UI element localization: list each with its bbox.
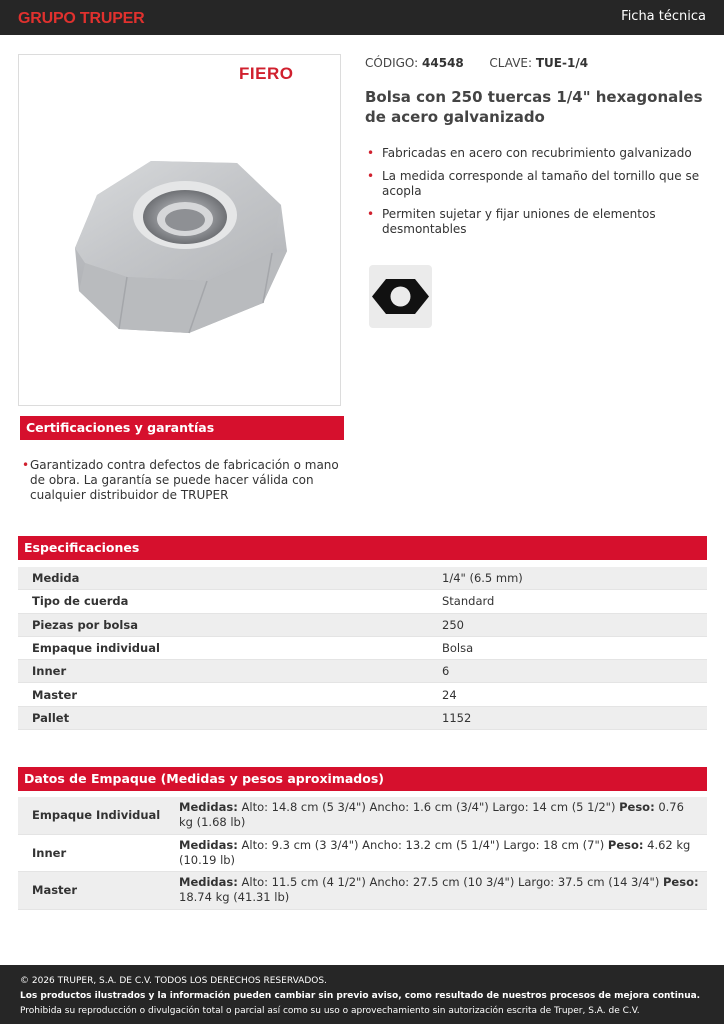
clave-value: TUE-1/4 [535, 56, 589, 70]
product-codes [365, 56, 588, 70]
certifications-header: Certificaciones y garantías [20, 416, 344, 440]
table-row: Empaque Individual Medidas: Alto: 14.8 cm (5 3/4") Ancho: 1.6 cm (3/4") Largo: 14 cm (5 1/2") Peso: 0.76 kg (1.68 lb) [18, 797, 707, 835]
table-row: Tipo de cuerda Standard [18, 590, 707, 613]
table-row: Inner Medidas: Alto: 9.3 cm (3 3/4") Ancho: 13.2 cm (5 1/4") Largo: 18 cm (7") Peso: 4.62 kg (10.19 lb) [18, 835, 707, 873]
product-image [18, 54, 341, 406]
table-row: Medida 1/4" (6.5 mm) [18, 567, 707, 590]
footer [0, 965, 724, 1024]
hex-nut-icon [369, 265, 432, 328]
feature-item: • Fabricadas en acero con recubrimiento galvanizado [365, 146, 705, 161]
certifications-text: • Garantizado contra defectos de fabricación o mano de obra. La garantía se puede hacer válida con cualquier distribuidor de TRUPER [22, 458, 339, 502]
feature-item: • Permiten sujetar y fijar uniones de elementos desmontables [365, 207, 705, 237]
feature-item: • La medida corresponde al tamaño del tornillo que se acopla [365, 169, 705, 199]
footer-legal: Prohibida su reproducción o divulgación total o parcial así como su uso o aprovechamiento sin autorización escrita de Truper, S.A. de C.V. [20, 1006, 640, 1016]
table-row: Inner 6 [18, 660, 707, 683]
footer-copyright: © 2026 TRUPER, S.A. DE C.V. TODOS LOS DERECHOS RESERVADOS. [20, 976, 327, 986]
packaging-table [18, 797, 707, 910]
document-type-label: Ficha técnica [621, 9, 706, 24]
table-row: Master 24 [18, 683, 707, 706]
table-row: Master Medidas: Alto: 11.5 cm (4 1/2") Ancho: 27.5 cm (10 3/4") Largo: 37.5 cm (14 3/4") Peso: 18.74 kg (41.31 lb) [18, 872, 707, 910]
codigo-label: CÓDIGO: [365, 56, 419, 70]
footer-notice: Los productos ilustrados y la información pueden cambiar sin previo aviso, como resultado de nuestros procesos de mejora continua. [20, 991, 701, 1001]
specifications-header: Especificaciones [18, 536, 707, 560]
table-row: Piezas por bolsa 250 [18, 614, 707, 637]
specifications-table [18, 567, 707, 730]
table-row: Pallet 1152 [18, 707, 707, 730]
packaging-header: Datos de Empaque (Medidas y pesos aproximados) [18, 767, 707, 791]
clave-label: CLAVE: [489, 56, 533, 70]
fiero-logo: FIERO [239, 64, 294, 83]
product-title: Bolsa con 250 tuercas 1/4" hexagonales de acero galvanizado [365, 88, 703, 126]
top-bar [0, 0, 724, 35]
table-row: Empaque individual Bolsa [18, 637, 707, 660]
feature-list [365, 146, 705, 245]
codigo-value: 44548 [422, 56, 464, 70]
brand-logo: GRUPO TRUPER [18, 10, 145, 27]
nut-photo [67, 153, 297, 343]
